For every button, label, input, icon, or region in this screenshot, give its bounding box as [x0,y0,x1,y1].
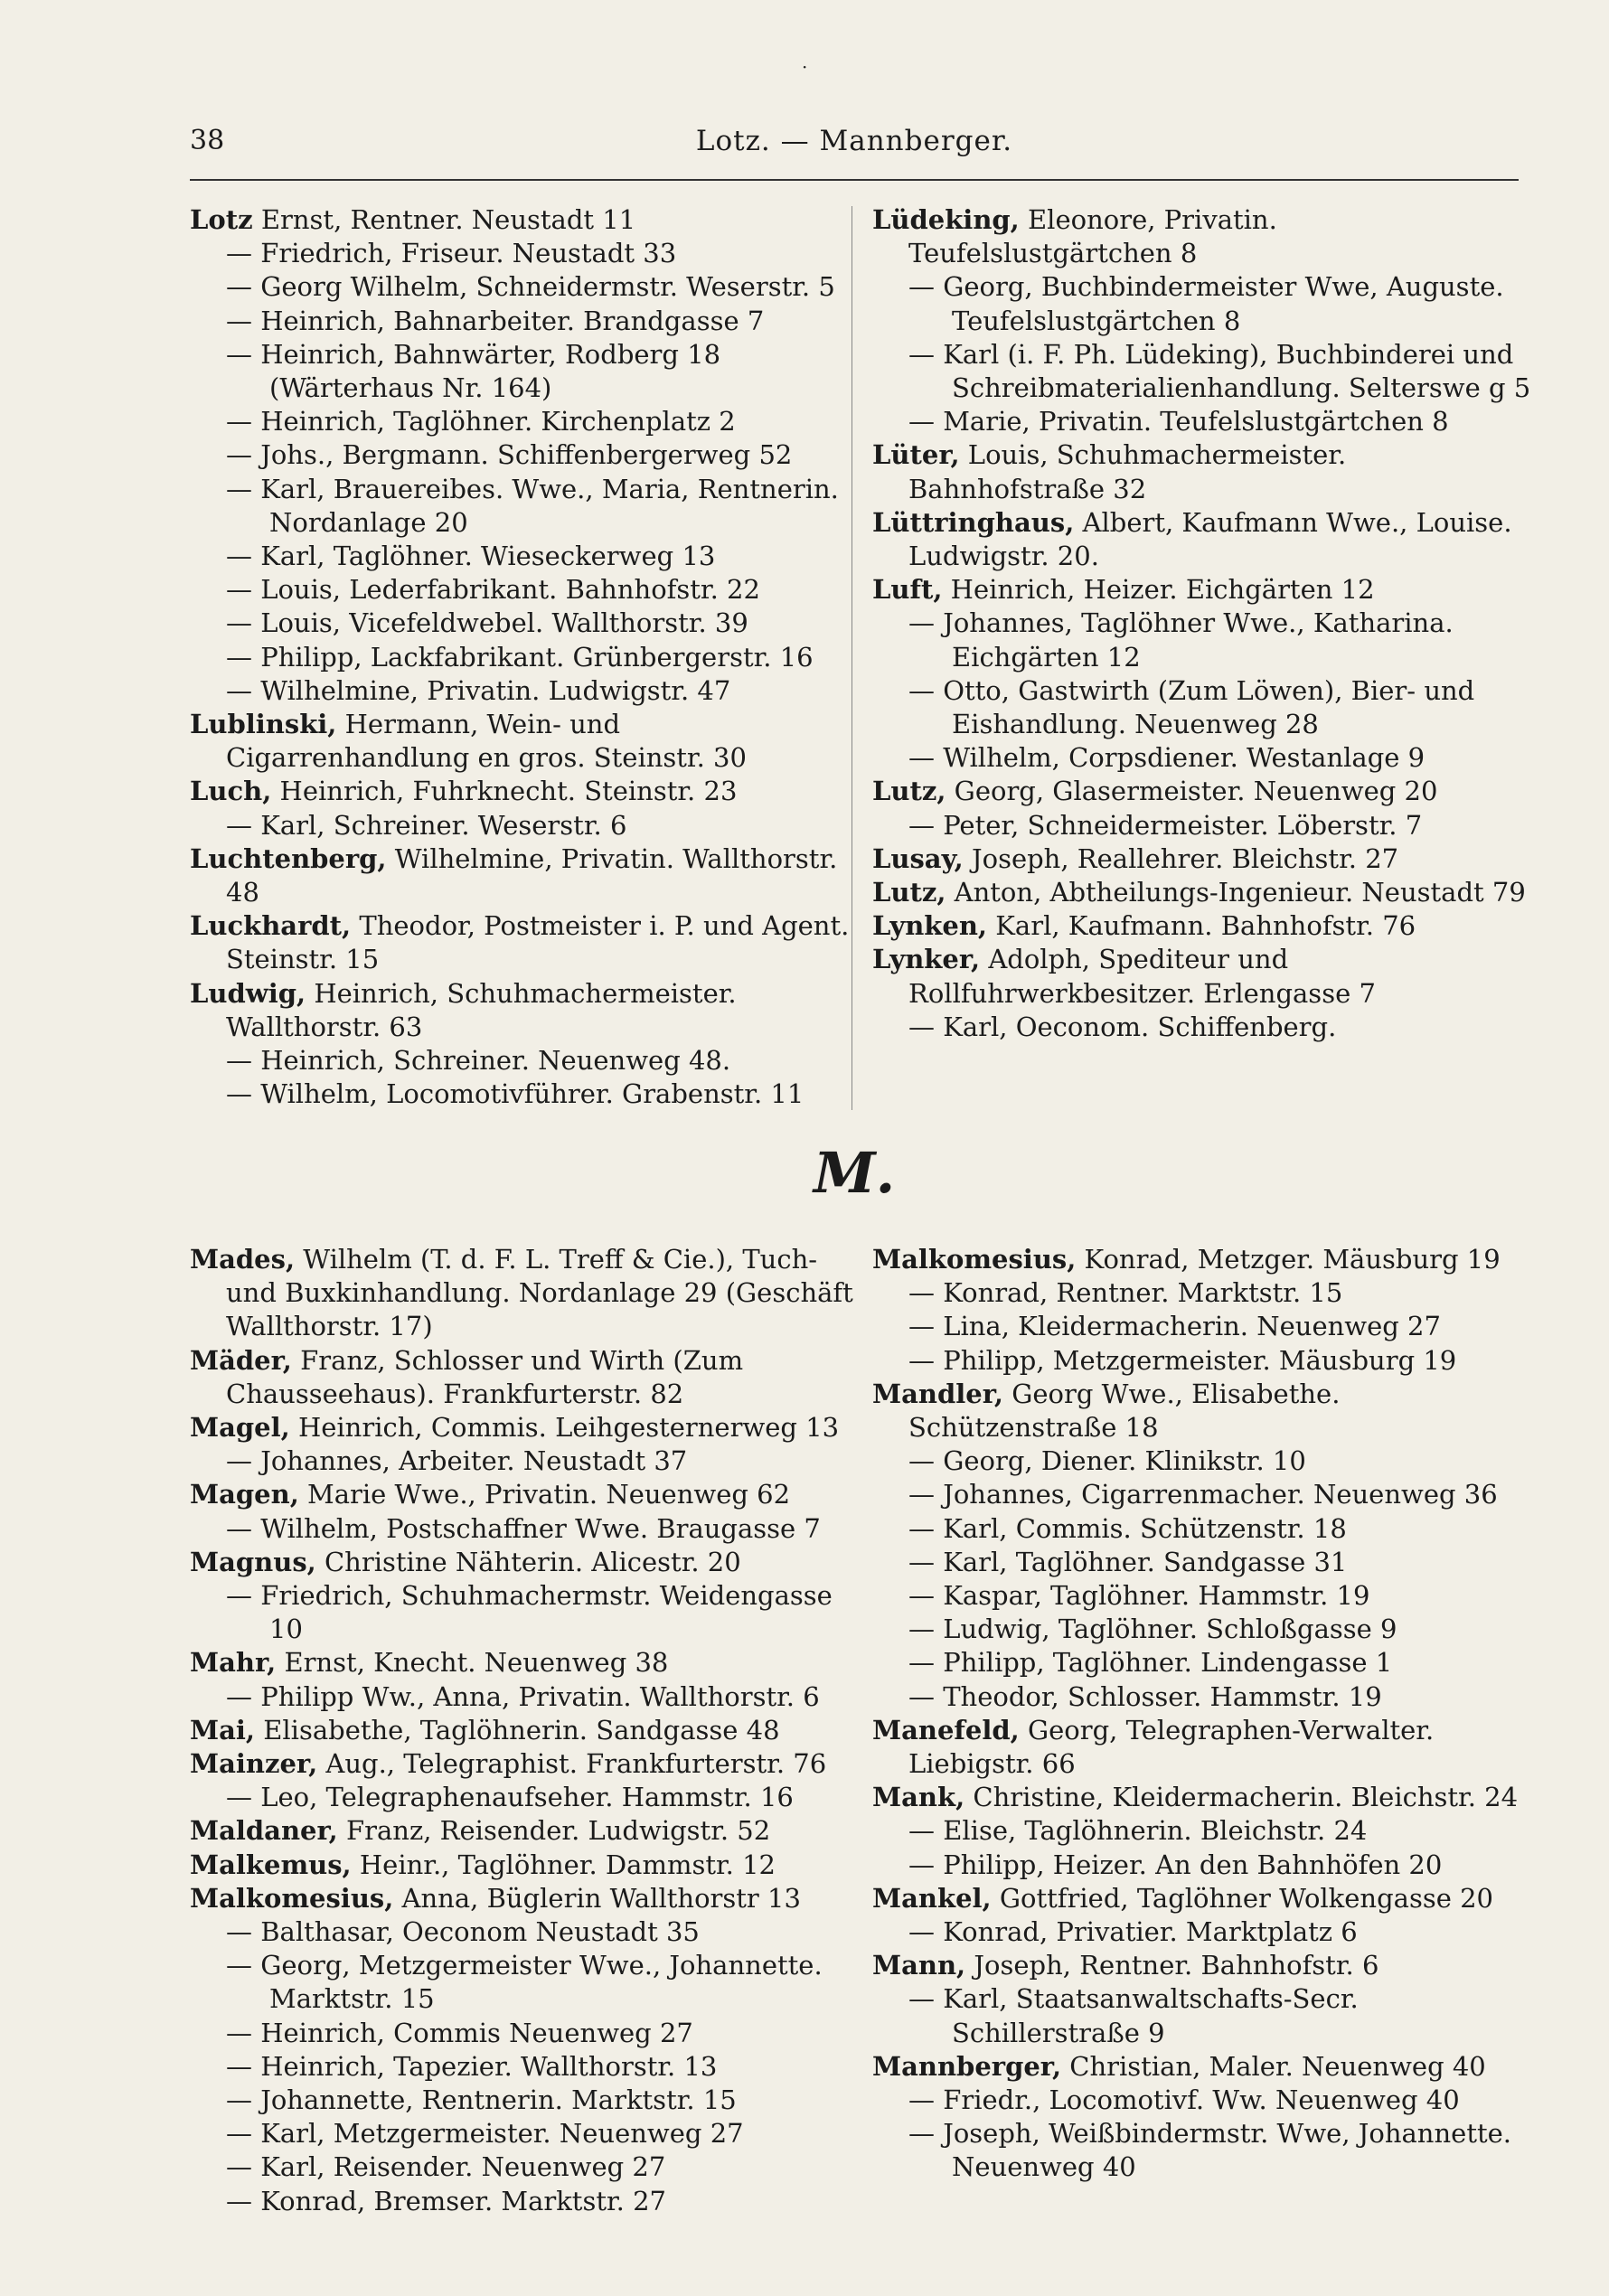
entry-details: — Karl, Staatsanwaltschafts-Secr. Schillerstraße 9 [908,1983,1359,2048]
entry-details: Georg Wwe., Elisabethe. Schützenstraße 18 [908,1378,1341,1444]
directory-entry [190,1512,859,1546]
entry-details: Albert, Kaufmann Wwe., Louise. Ludwigstr. 20. [908,506,1512,572]
entry-details: — Heinrich, Schreiner. Neuenweg 48. [226,1045,731,1077]
entry-details: Heinrich, Fuhrknecht. Steinstr. 23 [271,776,738,807]
entry-surname: Lüttringhaus, [872,506,1075,538]
directory-entry [190,775,859,808]
entry-details: — Theodor, Schlosser. Hammstr. 19 [908,1680,1382,1712]
entry-surname: Lynken, [872,910,988,942]
entry-details: — Ludwig, Taglöhner. Schloßgasse 9 [908,1614,1397,1645]
directory-entry [190,237,859,270]
entry-surname: Mades, [190,1244,296,1275]
entry-details: Adolph, Spediteur und Rollfuhrwerkbesitzer. Erlengasse 7 [908,944,1376,1009]
directory-entry [872,775,1541,808]
entry-details: — Georg, Diener. Klinikstr. 10 [908,1445,1306,1477]
entry-surname: Malkomesius, [872,1244,1077,1275]
entry-surname: Manefeld, [872,1714,1020,1746]
entry-details: — Louis, Vicefeldwebel. Wallthorstr. 39 [226,607,748,639]
directory-entry [190,203,859,237]
entry-details: — Karl, Brauereibes. Wwe., Maria, Rentnerin. Nordanlage 20 [226,473,839,538]
entry-surname: Magel, [190,1412,290,1444]
directory-entry [872,270,1541,337]
entry-surname: Lublinski, [190,709,337,740]
entry-details: — Marie, Privatin. Teufelslustgärtchen 8 [908,406,1449,438]
entry-surname: Mank, [872,1782,965,1813]
directory-entry [872,506,1541,573]
entry-details: — Johannes, Arbeiter. Neustadt 37 [226,1445,688,1477]
entry-surname: Malkomesius, [190,1882,394,1914]
directory-entry [872,1849,1541,1882]
entry-details: — Johannes, Cigarrenmacher. Neuenweg 36 [908,1479,1498,1510]
entry-surname: Mannberger, [872,2050,1062,2082]
entry-details: — Karl, Schreiner. Weserstr. 6 [226,809,627,841]
entry-details: — Kaspar, Taglöhner. Hammstr. 19 [908,1580,1370,1612]
directory-entry [190,1814,859,1848]
entry-surname: Lutz, [872,776,946,807]
entry-surname: Lüter, [872,439,960,471]
directory-entry [190,607,859,640]
directory-entry [872,405,1541,438]
column-bottom-right [872,1243,1541,2185]
entry-surname: Mandler, [872,1378,1003,1409]
entry-details: Elisabethe, Taglöhnerin. Sandgasse 48 [255,1714,780,1746]
entry-surname: Magen, [190,1479,299,1510]
entry-surname: Lusay, [872,842,964,874]
entry-details: Christian, Maler. Neuenweg 40 [1061,2050,1486,2082]
entry-details: — Friedrich, Friseur. Neustadt 33 [226,238,677,269]
directory-entry [190,809,859,842]
entry-details: Karl, Kaufmann. Bahnhofstr. 76 [987,910,1416,942]
directory-entry [872,1344,1541,1378]
entry-details: Joseph, Rentner. Bahnhofstr. 6 [965,1950,1379,1981]
directory-entry [190,1781,859,1814]
directory-entry [872,674,1541,741]
directory-entry [872,1949,1541,1982]
entry-details: Christine Nähterin. Alicestr. 20 [315,1546,741,1577]
directory-entry [190,1243,859,1344]
entry-details: — Karl, Taglöhner. Wieseckerweg 13 [226,541,716,572]
directory-entry [872,573,1541,607]
entry-details: — Philipp, Taglöhner. Lindengasse 1 [908,1647,1393,1679]
entry-surname: Mankel, [872,1882,992,1914]
entry-surname: Maldaner, [190,1815,338,1847]
entry-details: — Heinrich, Commis Neuenweg 27 [226,2017,693,2048]
directory-entry [190,674,859,708]
entry-details: Aug., Telegraphist. Frankfurterstr. 76 [317,1748,827,1780]
directory-entry [190,708,859,775]
entry-surname: Lotz [190,204,253,235]
entry-details: — Georg, Metzgermeister Wwe., Johannette. Marktstr. 15 [226,1950,823,2015]
directory-entry [872,1011,1541,1044]
entry-surname: Malkemus, [190,1849,352,1880]
running-head: Lotz. — Mannberger. [695,125,1013,157]
directory-entry [872,2084,1541,2117]
entry-details: — Philipp, Metzgermeister. Mäusburg 19 [908,1344,1457,1376]
directory-entry [872,203,1541,270]
entry-details: Franz, Reisender. Ludwigstr. 52 [337,1815,771,1847]
entry-details: Ernst, Rentner. Neustadt 11 [252,204,636,235]
entry-details: — Wilhelmine, Privatin. Ludwigstr. 47 [226,674,731,706]
entry-details: — Johs., Bergmann. Schiffenbergerweg 52 [226,439,793,471]
directory-entry [872,1680,1541,1714]
directory-entry [190,909,859,976]
entry-surname: Ludwig, [190,977,306,1009]
directory-entry [190,2017,859,2050]
entry-details: Marie Wwe., Privatin. Neuenweg 62 [298,1479,791,1510]
entry-details: — Peter, Schneidermeister. Löberstr. 7 [908,809,1423,841]
page-number: 38 [190,125,225,156]
entry-surname: Magnus, [190,1546,316,1577]
entry-surname: Mahr, [190,1647,277,1679]
section-letter: M. [814,1140,896,1206]
entry-details: — Karl, Taglöhner. Sandgasse 31 [908,1546,1348,1577]
directory-entry [190,438,859,472]
directory-entry [190,1077,859,1111]
directory-entry [190,1546,859,1579]
entry-details: — Wilhelm, Locomotivführer. Grabenstr. 11 [226,1078,804,1110]
directory-entry [190,473,859,540]
entry-details: — Otto, Gastwirth (Zum Löwen), Bier- und Eishandlung. Neuenweg 28 [908,674,1475,740]
directory-entry [872,1814,1541,1848]
directory-entry [190,1849,859,1882]
directory-entry [872,1982,1541,2049]
entry-details: — Johannes, Taglöhner Wwe., Katharina. Eichgärten 12 [908,607,1454,673]
directory-entry [872,1478,1541,1511]
directory-entry [872,1781,1541,1814]
directory-entry [872,1579,1541,1613]
directory-entry [190,1949,859,2016]
header-rule [190,179,1519,181]
entry-details: — Georg Wilhelm, Schneidermstr. Weserstr. 5 [226,271,835,303]
directory-entry [872,809,1541,842]
entry-surname: Lynker, [872,944,981,975]
entry-details: — Philipp Ww., Anna, Privatin. Wallthorstr. 6 [226,1680,820,1712]
directory-entry [190,641,859,674]
directory-entry [190,540,859,573]
directory-entry [872,909,1541,943]
directory-entry [190,1714,859,1747]
entry-details: — Johannette, Rentnerin. Marktstr. 15 [226,2084,737,2116]
entry-details: Heinrich, Commis. Leihgesternerweg 13 [289,1412,840,1444]
directory-entry [872,1512,1541,1546]
directory-entry [190,2185,859,2218]
directory-entry [190,573,859,607]
entry-details: Heinrich, Schuhmachermeister. Wallthorstr. 63 [226,977,737,1042]
directory-entry [872,2050,1541,2084]
entry-details: — Friedrich, Schuhmachermstr. Weidengasse 10 [226,1580,833,1645]
entry-details: — Karl (i. F. Ph. Lüdeking), Buchbinderei und Schreibmaterialienhandlung. Selterswe g 5 [908,338,1531,404]
directory-entry [190,1882,859,1915]
directory-entry [872,1613,1541,1646]
directory-entry [190,977,859,1044]
entry-details: — Lina, Kleidermacherin. Neuenweg 27 [908,1311,1441,1342]
entry-details: Ernst, Knecht. Neuenweg 38 [276,1647,669,1679]
directory-entry [190,270,859,304]
directory-entry [190,405,859,438]
directory-entry [872,943,1541,1010]
directory-entry [190,2050,859,2084]
column-bottom-left [190,1243,859,2218]
directory-entry [872,1714,1541,1781]
entry-details: — Leo, Telegraphenaufseher. Hammstr. 16 [226,1782,794,1813]
entry-details: Heinrich, Heizer. Eichgärten 12 [942,574,1375,606]
entry-details: — Elise, Taglöhnerin. Bleichstr. 24 [908,1815,1368,1847]
directory-entry [190,1915,859,1949]
directory-entry [872,1310,1541,1343]
entry-details: — Karl, Metzgermeister. Neuenweg 27 [226,2118,744,2150]
entry-details: — Karl, Commis. Schützenstr. 18 [908,1512,1347,1544]
entry-details: — Heinrich, Tapezier. Wallthorstr. 13 [226,2050,718,2082]
directory-entry [872,338,1541,405]
entry-surname: Lüdeking, [872,204,1020,235]
directory-entry [872,1646,1541,1680]
entry-details: — Konrad, Rentner. Marktstr. 15 [908,1277,1343,1309]
entry-details: — Konrad, Privatier. Marktplatz 6 [908,1916,1358,1948]
entry-details: — Louis, Lederfabrikant. Bahnhofstr. 22 [226,574,760,606]
directory-entry [190,842,859,909]
entry-details: Louis, Schuhmachermeister. Bahnhofstraße 32 [908,439,1347,504]
directory-entry [190,2117,859,2150]
directory-entry [190,1646,859,1680]
directory-entry [190,2150,859,2184]
directory-entry [872,1915,1541,1949]
entry-details: Georg, Telegraphen-Verwalter. Liebigstr. 66 [908,1714,1435,1780]
entry-details: Christine, Kleidermacherin. Bleichstr. 24 [964,1782,1519,1813]
directory-entry [872,741,1541,775]
decorative-mark: · [802,56,808,78]
entry-surname: Luchtenberg, [190,842,387,874]
entry-surname: Luch, [190,776,272,807]
entry-surname: Lutz, [872,877,946,908]
entry-details: Franz, Schlosser und Wirth (Zum Chausseehaus). Frankfurterstr. 82 [226,1344,744,1409]
page-header [190,125,1519,170]
directory-entry [190,1444,859,1478]
entry-details: — Heinrich, Bahnwärter, Rodberg 18 (Wärterhaus Nr. 164) [226,338,721,404]
directory-entry [872,2117,1541,2184]
entry-details: Georg, Glasermeister. Neuenweg 20 [946,776,1438,807]
entry-surname: Mai, [190,1714,256,1746]
column-top-left [190,203,859,1111]
entry-details: Hermann, Wein- und Cigarrenhandlung en gros. Steinstr. 30 [226,709,747,774]
entry-details: — Friedr., Locomotivf. Ww. Neuenweg 40 [908,2084,1460,2116]
entry-details: Anton, Abtheilungs-Ingenieur. Neustadt 79 [946,877,1526,908]
entry-details: — Wilhelm, Postschaffner Wwe. Braugasse 7 [226,1512,821,1544]
directory-entry [872,1276,1541,1310]
entry-details: — Konrad, Bremser. Marktstr. 27 [226,2185,667,2216]
directory-entry [190,1411,859,1444]
entry-details: — Philipp, Heizer. An den Bahnhöfen 20 [908,1849,1443,1880]
directory-entry [190,1344,859,1411]
directory-entry [190,2084,859,2117]
entry-details: Wilhelmine, Privatin. Wallthorstr. 48 [226,842,838,908]
entry-surname: Luckhardt, [190,910,352,942]
directory-entry [190,1579,859,1646]
entry-details: — Balthasar, Oeconom Neustadt 35 [226,1916,700,1948]
entry-surname: Mann, [872,1950,966,1981]
directory-entry [872,607,1541,673]
directory-entry [190,1478,859,1511]
directory-entry [872,876,1541,909]
entry-details: — Karl, Oeconom. Schiffenberg. [908,1011,1337,1042]
directory-entry [190,305,859,338]
directory-entry [190,1044,859,1077]
entry-details: Wilhelm (T. d. F. L. Treff & Cie.), Tuch- und Buxkinhandlung. Nordanlage 29 (Geschäft Wallthorstr. 17) [226,1244,853,1342]
entry-details: Eleonore, Privatin. Teufelslustgärtchen 8 [908,204,1277,269]
entry-details: — Heinrich, Taglöhner. Kirchenplatz 2 [226,406,736,438]
entry-details: Gottfried, Taglöhner Wolkengasse 20 [991,1882,1493,1914]
directory-entry [190,1680,859,1714]
directory-entry [872,1546,1541,1579]
entry-details: — Joseph, Weißbindermstr. Wwe, Johannette. Neuenweg 40 [908,2118,1512,2183]
entry-details: Joseph, Reallehrer. Bleichstr. 27 [963,842,1399,874]
directory-entry [190,1747,859,1781]
entry-details: Konrad, Metzger. Mäusburg 19 [1076,1244,1501,1275]
entry-surname: Mainzer, [190,1748,318,1780]
column-top-right [872,203,1541,1044]
entry-details: — Wilhelm, Corpsdiener. Westanlage 9 [908,742,1426,774]
entry-details: Anna, Büglerin Wallthorstr 13 [393,1882,801,1914]
entry-details: Theodor, Postmeister i. P. und Agent. Steinstr. 15 [226,910,850,975]
directory-entry [872,438,1541,505]
entry-details: Heinr., Taglöhner. Dammstr. 12 [351,1849,776,1880]
directory-entry [872,1444,1541,1478]
entry-details: — Philipp, Lackfabrikant. Grünbergerstr. 16 [226,641,814,673]
directory-entry [872,842,1541,876]
entry-details: — Georg, Buchbindermeister Wwe, Auguste. Teufelslustgärtchen 8 [908,271,1504,336]
directory-entry [872,1243,1541,1276]
entry-surname: Mäder, [190,1344,292,1376]
entry-details: — Karl, Reisender. Neuenweg 27 [226,2151,666,2183]
directory-entry [872,1378,1541,1444]
directory-entry [190,338,859,405]
directory-entry [872,1882,1541,1915]
entry-details: — Heinrich, Bahnarbeiter. Brandgasse 7 [226,305,765,336]
entry-surname: Luft, [872,574,943,606]
